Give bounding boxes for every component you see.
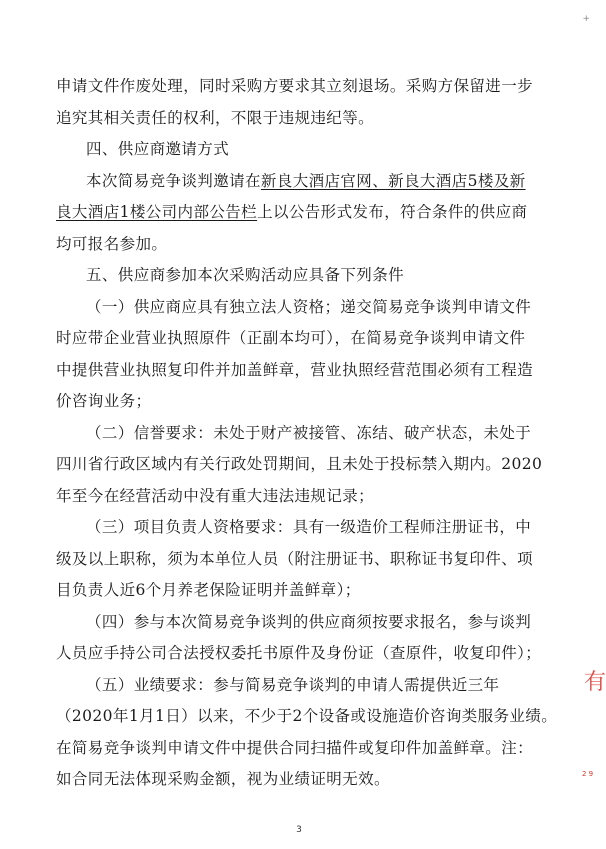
section-heading-4: 四、供应商邀请方式 — [86, 140, 230, 158]
seal-stamp-fragment: 有 — [584, 670, 606, 695]
condition-1-line: 中提供营业执照复印件并加盖鲜章，营业执照经营范围必须有工程造 — [56, 360, 534, 379]
section-heading-5: 五、供应商参加本次采购活动应具备下列条件 — [86, 266, 405, 284]
condition-1-line: 价咨询业务； — [56, 392, 152, 410]
condition-3-line: 目负责人近6个月养老保险证明并盖鲜章）； — [56, 581, 361, 599]
condition-5-line: （五）业绩要求：参与简易竞争谈判的申请人需提供近三年 — [86, 675, 500, 694]
condition-1-line: （一）供应商应具有独立法人资格；递交简易竞争谈判申请文件 — [86, 297, 532, 316]
condition-3-line: 级及以上职称，须为本单位人员（附注册证书、职称证书复印件、项 — [56, 549, 534, 568]
condition-5-line: （2020年1月1日）以来，不少于2个设备或设施造价咨询类服务业绩。 — [56, 707, 558, 725]
seal-stamp-digits: 2 9 — [582, 770, 594, 778]
underlined-location: 良大酒店1楼公司内部公告栏 — [56, 203, 258, 221]
scan-edge-mark: + — [582, 14, 590, 24]
condition-3-line: （三）项目负责人资格要求：具有一级造价工程师注册证书，中 — [86, 518, 532, 536]
body-line — [56, 197, 546, 229]
page-number: 3 — [296, 825, 302, 835]
body-line: 均可报名参加。 — [56, 234, 168, 253]
condition-2-line: 年至今在经营活动中没有重大违法违规记录； — [56, 486, 375, 505]
condition-4-line: 人员应手持公司合法授权委托书原件及身份证（查原件，收复印件）； — [56, 644, 542, 662]
condition-2-line: （二）信誉要求：未处于财产被接管、冻结、破产状态，未处于 — [86, 423, 532, 442]
condition-4-line: （四）参与本次简易竞争谈判的供应商须按要求报名，参与谈判 — [86, 612, 532, 631]
condition-5-line: 如合同无法体现采购金额，视为业绩证明无效。 — [56, 770, 390, 788]
body-line — [56, 166, 546, 198]
underlined-location: 新良大酒店官网、新良大酒店5楼及新 — [260, 171, 526, 190]
condition-2-line: 四川省行政区域内有关行政处罚期间，且未处于投标禁入期内。2020 — [56, 455, 543, 473]
document-body — [56, 71, 558, 796]
body-text: 上以公告形式发布，符合条件的供应商 — [257, 203, 528, 221]
condition-5-line: 在简易竞争谈判申请文件中提供合同扫描件或复印件加盖鲜章。注： — [56, 738, 534, 757]
body-text: 本次简易竞争谈判邀请在 — [86, 171, 261, 190]
body-line: 追究其相关责任的权利，不限于违规违纪等。 — [56, 108, 375, 127]
body-line: 申请文件作废处理，同时采购方要求其立刻退场。采购方保留进一步 — [56, 77, 534, 95]
condition-1-line: 时应带企业营业执照原件（正副本均可），在简易竞争谈判申请文件 — [56, 329, 526, 347]
